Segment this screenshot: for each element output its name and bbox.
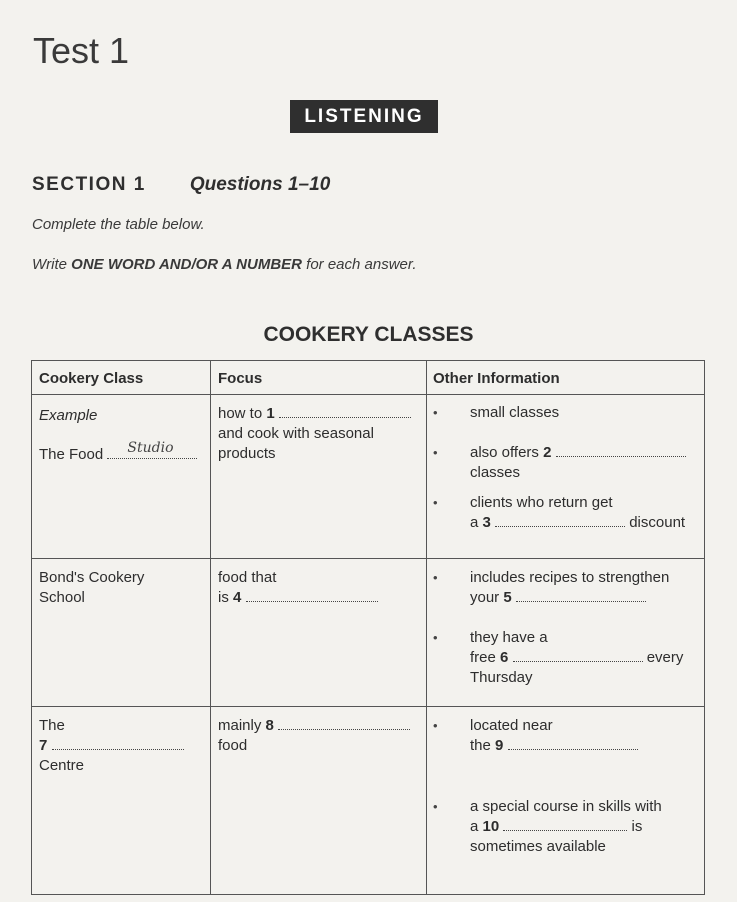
info-item: small classes <box>470 404 560 421</box>
instruction-prefix: Write <box>32 256 72 273</box>
instruction-line-1: Complete the table below. <box>32 216 205 233</box>
answer-blank <box>516 589 646 602</box>
question-number: 9 <box>495 737 504 754</box>
questions-range: Questions 1–10 <box>189 174 331 195</box>
info-suffix: every <box>646 649 684 666</box>
column-divider <box>426 361 427 894</box>
bullet-icon: • <box>433 405 438 420</box>
bullet-icon: • <box>433 570 438 585</box>
answer-blank <box>495 514 625 527</box>
example-answer: Studio <box>127 440 174 456</box>
question-number: 7 <box>39 737 48 754</box>
example-label: Example <box>39 407 98 424</box>
section-badge: LISTENING <box>290 100 438 133</box>
instruction-line-2 <box>32 256 417 273</box>
info-line: a special course in skills with <box>470 798 662 815</box>
info-prefix: a <box>470 514 479 531</box>
question-number: 4 <box>233 589 242 606</box>
info-prefix: a <box>470 818 479 835</box>
class-line: Centre <box>39 757 85 774</box>
info-item <box>470 568 669 608</box>
bullet-icon: • <box>433 799 438 814</box>
class-line: Bond's Cookery <box>39 569 145 586</box>
bullet-icon: • <box>433 445 438 460</box>
cookery-table <box>31 360 705 895</box>
class-line: The <box>39 717 65 734</box>
column-divider <box>210 361 211 894</box>
answer-blank <box>556 444 686 457</box>
info-prefix: free <box>470 649 496 666</box>
answer-blank <box>278 717 410 730</box>
info-item <box>470 716 638 756</box>
question-number: 6 <box>500 649 509 666</box>
question-number: 5 <box>503 589 512 606</box>
info-suffix: discount <box>629 514 686 531</box>
focus-prefix: is <box>218 589 229 606</box>
header-other-information: Other Information <box>433 370 560 387</box>
class-text: The Food <box>39 446 104 463</box>
class-name-example <box>39 440 197 465</box>
question-number: 1 <box>266 405 275 422</box>
focus-prefix: how to <box>218 405 263 422</box>
answer-blank <box>246 589 378 602</box>
focus-row-3 <box>218 716 410 756</box>
class-line: School <box>39 589 85 606</box>
info-item <box>470 628 683 688</box>
info-line: they have a <box>470 629 548 646</box>
table-title: COOKERY CLASSES <box>263 323 474 346</box>
answer-blank <box>503 818 627 831</box>
row-divider <box>32 558 704 559</box>
answer-blank <box>279 405 411 418</box>
section-heading <box>32 174 330 196</box>
focus-line: and cook with seasonal <box>218 425 374 442</box>
info-item <box>470 797 662 857</box>
focus-line: food that <box>218 569 277 586</box>
focus-row-1 <box>218 404 411 464</box>
bullet-icon: • <box>433 718 438 733</box>
class-name-row-2 <box>39 568 144 608</box>
answer-blank <box>107 440 197 459</box>
answer-blank <box>508 737 638 750</box>
info-line: clients who return get <box>470 494 613 511</box>
instruction-emphasis: ONE WORD AND/OR A NUMBER <box>71 256 302 273</box>
focus-row-2 <box>218 568 378 608</box>
info-line: located near <box>470 717 553 734</box>
section-label: SECTION 1 <box>32 174 146 195</box>
question-number: 3 <box>482 514 491 531</box>
focus-prefix: mainly <box>218 717 262 734</box>
info-prefix: the <box>470 737 491 754</box>
info-line: includes recipes to strengthen <box>470 569 670 586</box>
bullet-icon: • <box>433 630 438 645</box>
instruction-suffix: for each answer. <box>302 256 417 273</box>
focus-line: products <box>218 445 276 462</box>
question-number: 8 <box>265 717 274 734</box>
class-name-row-3 <box>39 716 184 776</box>
info-suffix: is <box>631 818 643 835</box>
header-focus: Focus <box>218 370 263 387</box>
info-item <box>470 493 685 533</box>
answer-blank <box>513 649 643 662</box>
header-cookery-class: Cookery Class <box>39 370 144 387</box>
question-number: 10 <box>482 818 500 835</box>
info-line: classes <box>470 464 521 481</box>
page-title: Test 1 <box>33 30 130 71</box>
info-line: Thursday <box>470 669 533 686</box>
info-prefix: your <box>470 589 500 606</box>
focus-line: food <box>218 737 248 754</box>
question-number: 2 <box>543 444 552 461</box>
info-item <box>470 443 686 483</box>
answer-blank <box>52 737 184 750</box>
info-prefix: also offers <box>470 444 539 461</box>
info-line: sometimes available <box>470 838 606 855</box>
row-divider <box>32 706 704 707</box>
bullet-icon: • <box>433 495 438 510</box>
row-divider <box>32 394 704 395</box>
